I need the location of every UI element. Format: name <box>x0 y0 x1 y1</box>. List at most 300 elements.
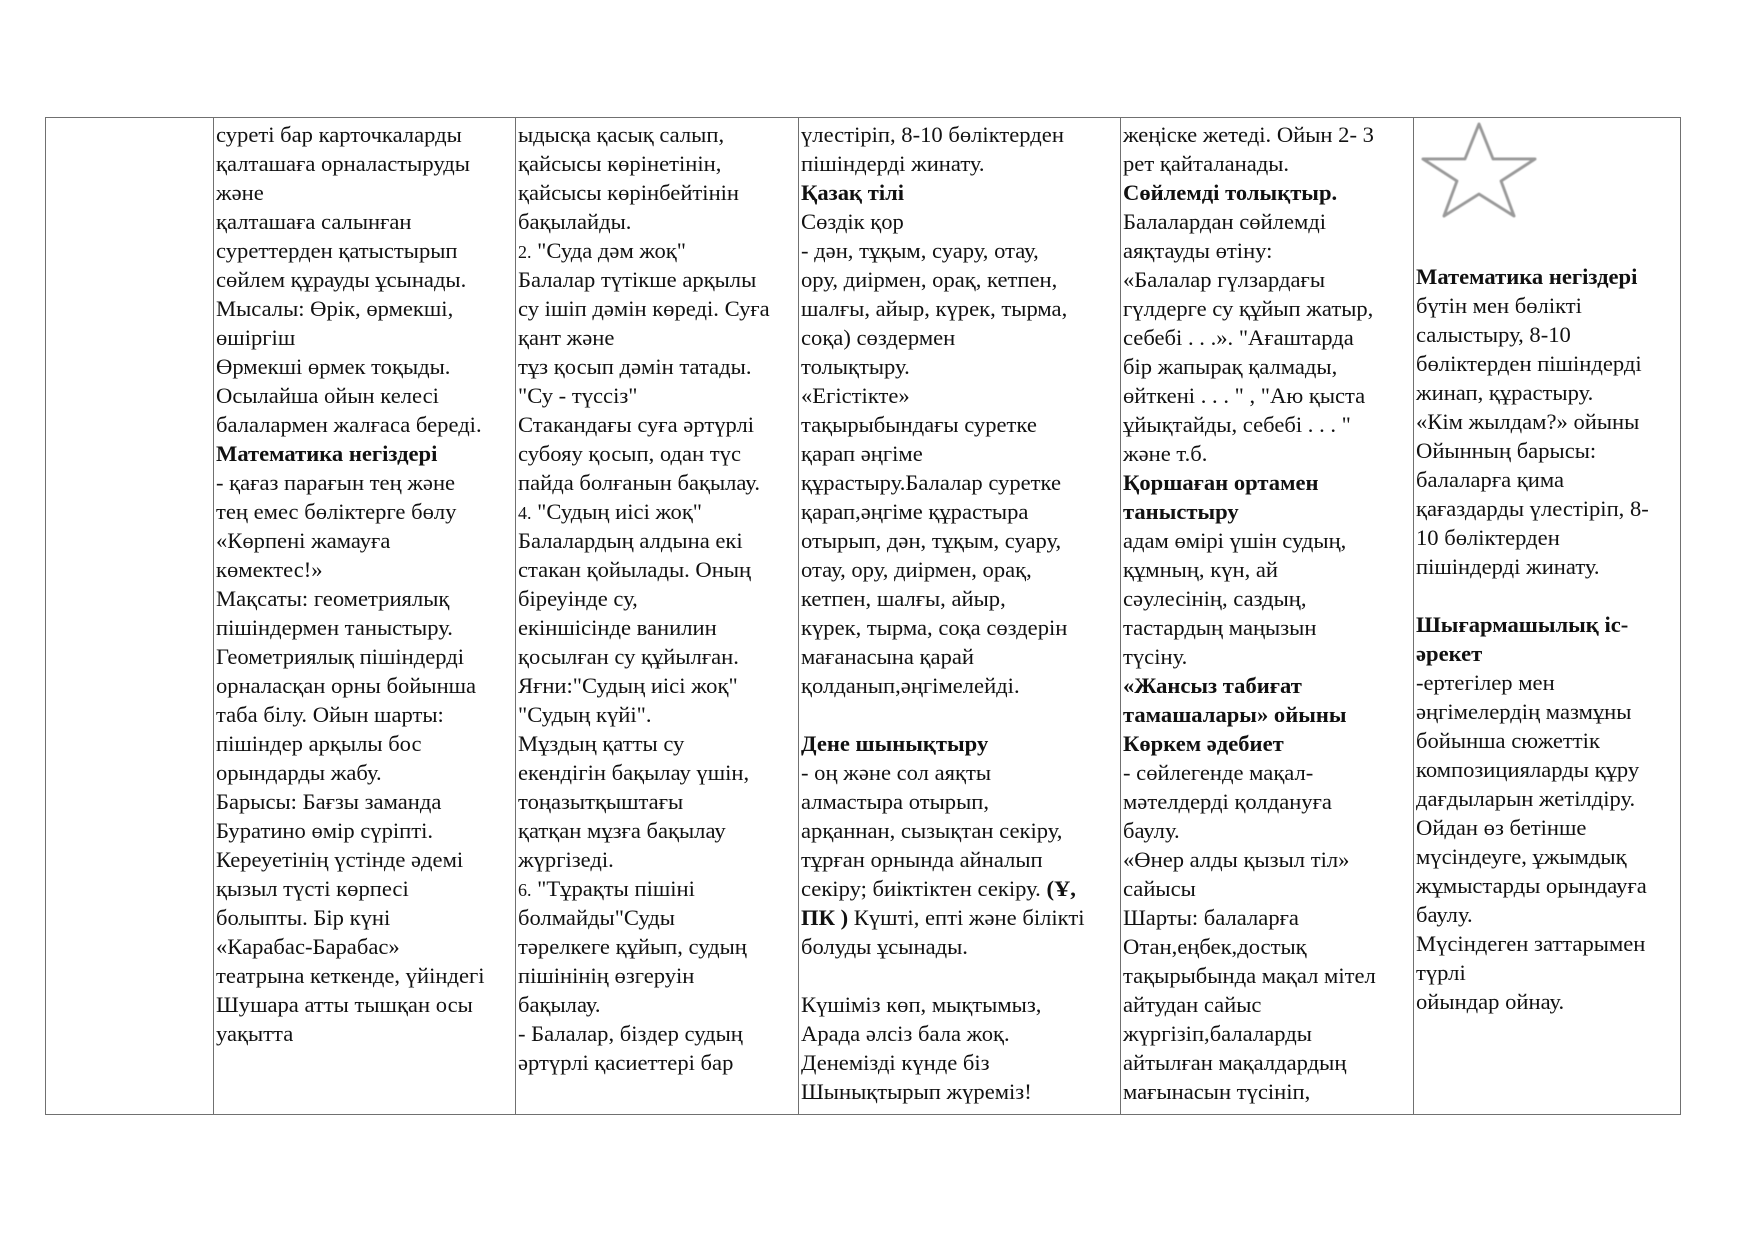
text-line <box>518 1048 797 1077</box>
line-text: орналасқан орны бойынша <box>216 673 477 698</box>
line-text: тәрелкеге құйып, судың <box>518 934 747 959</box>
text-line <box>1123 961 1412 990</box>
text-line <box>1123 874 1412 903</box>
line-text: дағдыларын жетілдіру. <box>1416 786 1636 811</box>
line-text: қатқан мұзға бақылау <box>518 818 726 843</box>
text-line <box>1123 613 1412 642</box>
line-text: Буратино өмір сүріпті. <box>216 818 434 843</box>
text-line <box>801 932 1119 961</box>
line-text: пішіндерді жинату. <box>1416 554 1600 579</box>
line-text: пішіндер арқылы бос <box>216 731 422 756</box>
text-line <box>801 787 1119 816</box>
text-line <box>801 149 1119 178</box>
star-outline-icon <box>1416 120 1681 262</box>
text-line <box>1416 668 1681 697</box>
text-line <box>801 555 1119 584</box>
line-text: пішіндермен таныстыру. <box>216 615 453 640</box>
line-text: әңгімелердің мазмұны <box>1416 699 1632 724</box>
text-line <box>216 149 514 178</box>
text-line <box>216 352 514 381</box>
text-line <box>801 468 1119 497</box>
text-line <box>801 1019 1119 1048</box>
line-text: тақырыбындағы суретке <box>801 412 1037 437</box>
line-text: - оң және сол аяқты <box>801 760 992 785</box>
line-text: «Өнер алды қызыл тіл» <box>1123 847 1350 872</box>
line-text: "Тұрақты пішіні <box>531 876 695 901</box>
line-text: бақылайды. <box>518 209 632 234</box>
line-text: өйткені . . . " , "Аю қыста <box>1123 383 1366 408</box>
line-text: пішінінің өзгеруін <box>518 963 695 988</box>
text-line <box>518 787 797 816</box>
text-line <box>216 729 514 758</box>
line-text: «Кім жылдам?» ойыны <box>1416 409 1640 434</box>
line-text: құрастыру.Балалар суретке <box>801 470 1061 495</box>
text-line <box>801 700 1119 729</box>
line-text: театрына кеткенде, үйіндегі <box>216 963 485 988</box>
line-text: Шушара атты тышқан осы <box>216 992 473 1017</box>
text-line <box>1123 584 1412 613</box>
text-line <box>1123 352 1412 381</box>
text-line <box>1123 845 1412 874</box>
line-text: ору, диірмен, орақ, кетпен, <box>801 267 1058 292</box>
text-line <box>518 700 797 729</box>
line-text: адам өмірі үшін судың, <box>1123 528 1347 553</box>
line-text: мағынасын түсініп, <box>1123 1079 1311 1104</box>
line-text: қайсысы көрінбейтінін <box>518 180 740 205</box>
text-line <box>518 468 797 497</box>
text-line <box>518 120 797 149</box>
line-text: қарап әңгіме <box>801 441 923 466</box>
line-text: гүлдерге су құйып жатыр, <box>1123 296 1374 321</box>
line-text: сайысы <box>1123 876 1196 901</box>
text-line <box>216 584 514 613</box>
line-text: айтудан сайыс <box>1123 992 1262 1017</box>
line-text: қолданып,әңгімелейді. <box>801 673 1020 698</box>
text-line <box>1416 378 1681 407</box>
text-line <box>801 120 1119 149</box>
line-text: жинап, құрастыру. <box>1416 380 1594 405</box>
text-line <box>801 613 1119 642</box>
line-text: Стакандағы суға әртүрлі <box>518 412 755 437</box>
text-line <box>1123 1048 1412 1077</box>
line-text: "Судың күйі". <box>518 702 652 727</box>
text-line <box>801 410 1119 439</box>
line-text: бойынша сюжеттік <box>1416 728 1600 753</box>
line-text: аяқтауды өтіну: <box>1123 238 1273 263</box>
text-line <box>518 874 797 903</box>
line-text: стакан қойылады. Оның <box>518 557 752 582</box>
line-text: ойындар ойнау. <box>1416 989 1565 1014</box>
text-line <box>518 381 797 410</box>
line-text: шалғы, айыр, күрек, тырма, <box>801 296 1068 321</box>
text-line <box>216 903 514 932</box>
line-text: -ертегілер мен <box>1416 670 1555 695</box>
line-text: рет қайталанады. <box>1123 151 1290 176</box>
line-text: «Көрпені жамауға <box>216 528 391 553</box>
line-text: Қазақ тілі <box>801 180 905 205</box>
line-text: бір жапырақ қалмады, <box>1123 354 1338 379</box>
line-text: Сөздік қор <box>801 209 904 234</box>
text-line <box>1123 932 1412 961</box>
text-line <box>1123 120 1412 149</box>
line-text: көмектес!» <box>216 557 323 582</box>
line-text: тең емес бөліктерге бөлу <box>216 499 457 524</box>
text-line <box>1123 1019 1412 1048</box>
line-text: пішіндерді жинату. <box>801 151 985 176</box>
line-text: қосылған су құйылған. <box>518 644 739 669</box>
text-line <box>1123 555 1412 584</box>
line-text: құмның, күн, ай <box>1123 557 1279 582</box>
line-text: тұрған орнында айналып <box>801 847 1043 872</box>
text-line <box>1416 900 1681 929</box>
text-line <box>1416 987 1681 1016</box>
line-text-bold: (Ұ, <box>1040 876 1076 901</box>
text-line <box>216 497 514 526</box>
text-line <box>1123 1077 1412 1106</box>
text-line <box>1123 323 1412 352</box>
line-text: таба білу. Ойын шарты: <box>216 702 444 727</box>
line-text: Сөйлемді толықтыр. <box>1123 180 1338 205</box>
text-line <box>518 352 797 381</box>
text-line <box>1123 149 1412 178</box>
text-line <box>518 584 797 613</box>
line-text: жүргізеді. <box>518 847 614 872</box>
line-text: Осылайша ойын келесі <box>216 383 439 408</box>
line-text: Шығармашылық іс- <box>1416 612 1629 637</box>
line-text: Геометриялық пішіндерді <box>216 644 465 669</box>
line-text: «Егістікте» <box>801 383 910 408</box>
text-line <box>1416 349 1681 378</box>
text-line <box>1123 381 1412 410</box>
text-line <box>1123 526 1412 555</box>
text-line <box>216 178 514 207</box>
text-line <box>1416 581 1681 610</box>
line-text: алмастыра отырып, <box>801 789 989 814</box>
text-line <box>216 845 514 874</box>
text-line <box>1123 410 1412 439</box>
text-line <box>801 497 1119 526</box>
line-text: сәулесінің, саздың, <box>1123 586 1307 611</box>
line-text: Күшіміз көп, мықтымыз, <box>801 992 1042 1017</box>
text-line <box>518 526 797 555</box>
text-line <box>1123 642 1412 671</box>
text-line <box>801 439 1119 468</box>
line-text: тоңазытқыштағы <box>518 789 684 814</box>
line-text: екендігін бақылау үшін, <box>518 760 750 785</box>
text-line <box>518 1019 797 1048</box>
text-line <box>1416 465 1681 494</box>
text-line <box>518 990 797 1019</box>
line-text: су ішіп дәмін көреді. Суға <box>518 296 770 321</box>
text-line <box>518 642 797 671</box>
text-line <box>801 207 1119 236</box>
line-text: айтылған мақалдардың <box>1123 1050 1347 1075</box>
text-line <box>801 1077 1119 1106</box>
text-line <box>1416 929 1681 958</box>
text-line <box>216 555 514 584</box>
line-text: жүргізіп,балаларды <box>1123 1021 1312 1046</box>
line-text: түрлі <box>1416 960 1466 985</box>
line-text: болуды ұсынады. <box>801 934 968 959</box>
line-text: қызыл түсті көрпесі <box>216 876 409 901</box>
text-line <box>216 468 514 497</box>
line-text: «Карабас-Барабас» <box>216 934 400 959</box>
list-number: 2. <box>518 242 532 262</box>
text-line <box>216 961 514 990</box>
line-text: «Жансыз табиғат <box>1123 673 1302 698</box>
text-line <box>518 729 797 758</box>
text-line <box>1123 816 1412 845</box>
line-text: Мысалы: Өрік, өрмекші, <box>216 296 454 321</box>
text-line <box>518 323 797 352</box>
text-line <box>216 787 514 816</box>
text-line <box>1123 729 1412 758</box>
table-cell-col2 <box>214 118 516 1114</box>
text-line <box>801 352 1119 381</box>
line-text: суреті бар карточкаларды <box>216 122 462 147</box>
line-text: композицияларды құру <box>1416 757 1640 782</box>
line-text: тастардың маңызын <box>1123 615 1317 640</box>
line-text: екіншісінде ванилин <box>518 615 717 640</box>
line-text: соқа) сөздермен <box>801 325 956 350</box>
text-line <box>216 265 514 294</box>
text-line <box>801 642 1119 671</box>
text-line <box>801 323 1119 352</box>
table-cell-col5 <box>1121 118 1414 1114</box>
text-line <box>518 265 797 294</box>
text-line <box>1416 813 1681 842</box>
line-text: - қағаз парағын тең және <box>216 470 456 495</box>
line-text: уақытта <box>216 1021 294 1046</box>
text-line <box>518 410 797 439</box>
text-line <box>518 439 797 468</box>
text-line <box>1416 523 1681 552</box>
text-line <box>801 381 1119 410</box>
line-text: Ойынның барысы: <box>1416 438 1597 463</box>
text-line <box>518 149 797 178</box>
plan-table <box>45 117 1681 1115</box>
text-line <box>801 845 1119 874</box>
line-text: Кереуетінің үстінде әдемі <box>216 847 464 872</box>
text-line <box>518 613 797 642</box>
line-text: - дән, тұқым, суару, отау, <box>801 238 1039 263</box>
text-line <box>216 816 514 845</box>
text-line <box>801 294 1119 323</box>
text-line <box>518 294 797 323</box>
text-line <box>216 990 514 1019</box>
line-text: ыдысқа қасық салып, <box>518 122 725 147</box>
text-line <box>801 671 1119 700</box>
line-text: қарап,әңгіме құрастыра <box>801 499 1029 524</box>
text-line <box>1123 439 1412 468</box>
text-line <box>801 729 1119 758</box>
line-text: Математика негіздері <box>216 441 438 466</box>
line-text: толықтыру. <box>801 354 910 379</box>
line-text: субояу қосып, одан түс <box>518 441 741 466</box>
line-text: жеңіске жетеді. Ойын 2- 3 <box>1123 122 1374 147</box>
text-line <box>518 845 797 874</box>
line-text: Балалардан сөйлемді <box>1123 209 1327 234</box>
line-text: баулу. <box>1416 902 1473 927</box>
text-line <box>216 526 514 555</box>
line-text: тамашалары» ойыны <box>1123 702 1347 727</box>
text-line <box>801 526 1119 555</box>
line-text: болмайды"Суды <box>518 905 675 930</box>
line-text: Мұздың қатты су <box>518 731 685 756</box>
line-text: орындарды жабу. <box>216 760 382 785</box>
text-line <box>216 671 514 700</box>
text-line <box>1123 294 1412 323</box>
line-text: сөйлем құрауды ұсынады. <box>216 267 467 292</box>
line-text: таныстыру <box>1123 499 1239 524</box>
line-text: және т.б. <box>1123 441 1208 466</box>
line-text: Барысы: Бағзы заманда <box>216 789 442 814</box>
text-line <box>216 207 514 236</box>
text-line <box>216 439 514 468</box>
text-line <box>518 932 797 961</box>
line-text: бақылау. <box>518 992 601 1017</box>
text-line <box>1123 903 1412 932</box>
text-line <box>1416 407 1681 436</box>
text-line <box>801 903 1119 932</box>
text-line <box>1416 958 1681 987</box>
text-line <box>216 323 514 352</box>
line-text: қалташаға салынған <box>216 209 412 234</box>
text-line <box>801 961 1119 990</box>
list-number: 4. <box>518 503 532 523</box>
text-line <box>216 120 514 149</box>
line-text: - Балалар, біздер судың <box>518 1021 743 1046</box>
line-text: балаларға қима <box>1416 467 1565 492</box>
text-line <box>518 236 797 265</box>
text-line <box>216 642 514 671</box>
line-text: балалармен жалғаса береді. <box>216 412 482 437</box>
line-text: күрек, тырма, соқа сөздерін <box>801 615 1068 640</box>
line-text: біреуінде су, <box>518 586 638 611</box>
list-number: 6. <box>518 880 532 900</box>
table-cell-col4 <box>799 118 1121 1114</box>
line-text: қалташаға орналастыруды <box>216 151 470 176</box>
table-cell-col6 <box>1414 118 1682 1114</box>
line-text: бөліктерден пішіндерді <box>1416 351 1642 376</box>
line-text: баулу. <box>1123 818 1180 843</box>
text-line <box>801 584 1119 613</box>
line-text: себебі . . .». "Ағаштарда <box>1123 325 1354 350</box>
line-text: Мүсіндеген заттарымен <box>1416 931 1646 956</box>
text-line <box>1416 494 1681 523</box>
line-text: Математика негіздері <box>1416 264 1638 289</box>
line-text: отырып, дән, тұқым, суару, <box>801 528 1062 553</box>
text-line <box>518 961 797 990</box>
text-line <box>1123 758 1412 787</box>
text-line <box>1123 236 1412 265</box>
text-line <box>518 555 797 584</box>
line-text: кетпен, шалғы, айыр, <box>801 586 1006 611</box>
text-line <box>216 1019 514 1048</box>
line-text: үлестіріп, 8-10 бөліктерден <box>801 122 1064 147</box>
line-text: 10 бөліктерден <box>1416 525 1560 550</box>
line-text: Денемізді күнде біз <box>801 1050 990 1075</box>
line-text: "Су - түссіз" <box>518 383 638 408</box>
text-line <box>1416 436 1681 465</box>
line-text: өшіргіш <box>216 325 296 350</box>
text-line <box>1416 842 1681 871</box>
line-text: жұмыстарды орындауға <box>1416 873 1647 898</box>
line-text: қайсысы көрінетінін, <box>518 151 722 176</box>
text-line <box>216 381 514 410</box>
text-line <box>801 990 1119 1019</box>
text-line <box>1416 610 1681 639</box>
text-line <box>1416 639 1681 668</box>
text-line <box>518 207 797 236</box>
text-line <box>801 874 1119 903</box>
line-text: ұйықтайды, себебі . . . " <box>1123 412 1351 437</box>
text-line <box>1416 291 1681 320</box>
line-text: әрекет <box>1416 641 1483 666</box>
text-line <box>1416 784 1681 813</box>
text-line <box>1123 497 1412 526</box>
text-line <box>801 265 1119 294</box>
text-line <box>1123 207 1412 236</box>
text-line <box>216 874 514 903</box>
line-text: Шынықтырып жүреміз! <box>801 1079 1032 1104</box>
text-line <box>1123 178 1412 207</box>
text-line <box>1123 787 1412 816</box>
line-text: Қоршаған ортамен <box>1123 470 1319 495</box>
line-text: салыстыру, 8-10 <box>1416 322 1571 347</box>
text-line <box>518 816 797 845</box>
line-text: пайда болғанын бақылау. <box>518 470 760 495</box>
text-line <box>801 236 1119 265</box>
line-text: қант және <box>518 325 615 350</box>
line-text: Күшті, епті және білікті <box>848 905 1085 930</box>
text-line <box>216 932 514 961</box>
line-text: «Балалар гүлзардағы <box>1123 267 1326 292</box>
text-line <box>801 758 1119 787</box>
text-line <box>1416 871 1681 900</box>
line-text: Мақсаты: геометриялық <box>216 586 450 611</box>
text-line <box>1416 755 1681 784</box>
line-text: тақырыбында мақал мітел <box>1123 963 1376 988</box>
text-line <box>1416 262 1681 291</box>
line-text-bold: ПК ) <box>801 905 849 930</box>
line-text: Ойдан өз бетінше <box>1416 815 1587 840</box>
line-text: тұз қосып дәмін татады. <box>518 354 752 379</box>
text-line <box>518 903 797 932</box>
text-line <box>216 236 514 265</box>
text-line <box>518 178 797 207</box>
text-line <box>1123 468 1412 497</box>
line-text: әртүрлі қасиеттері бар <box>518 1050 734 1075</box>
line-text: Балалар түтікше арқылы <box>518 267 757 292</box>
line-text: арқаннан, сызықтан секіру, <box>801 818 1063 843</box>
text-line <box>1123 990 1412 1019</box>
line-text: суреттерден қатыстырып <box>216 238 458 263</box>
line-text: Яғни:"Судың иісі жоқ" <box>518 673 738 698</box>
line-text: "Суда дәм жоқ" <box>531 238 686 263</box>
line-text: қағаздарды үлестіріп, 8- <box>1416 496 1649 521</box>
text-line <box>518 497 797 526</box>
line-text: мағанасына қарай <box>801 644 974 669</box>
line-text: Дене шынықтыру <box>801 731 989 756</box>
text-line <box>1416 552 1681 581</box>
text-line <box>216 700 514 729</box>
line-text: - сөйлегенде мақал- <box>1123 760 1314 785</box>
line-text: Шарты: балаларға <box>1123 905 1299 930</box>
text-line <box>518 758 797 787</box>
text-line <box>1416 697 1681 726</box>
text-line <box>518 671 797 700</box>
